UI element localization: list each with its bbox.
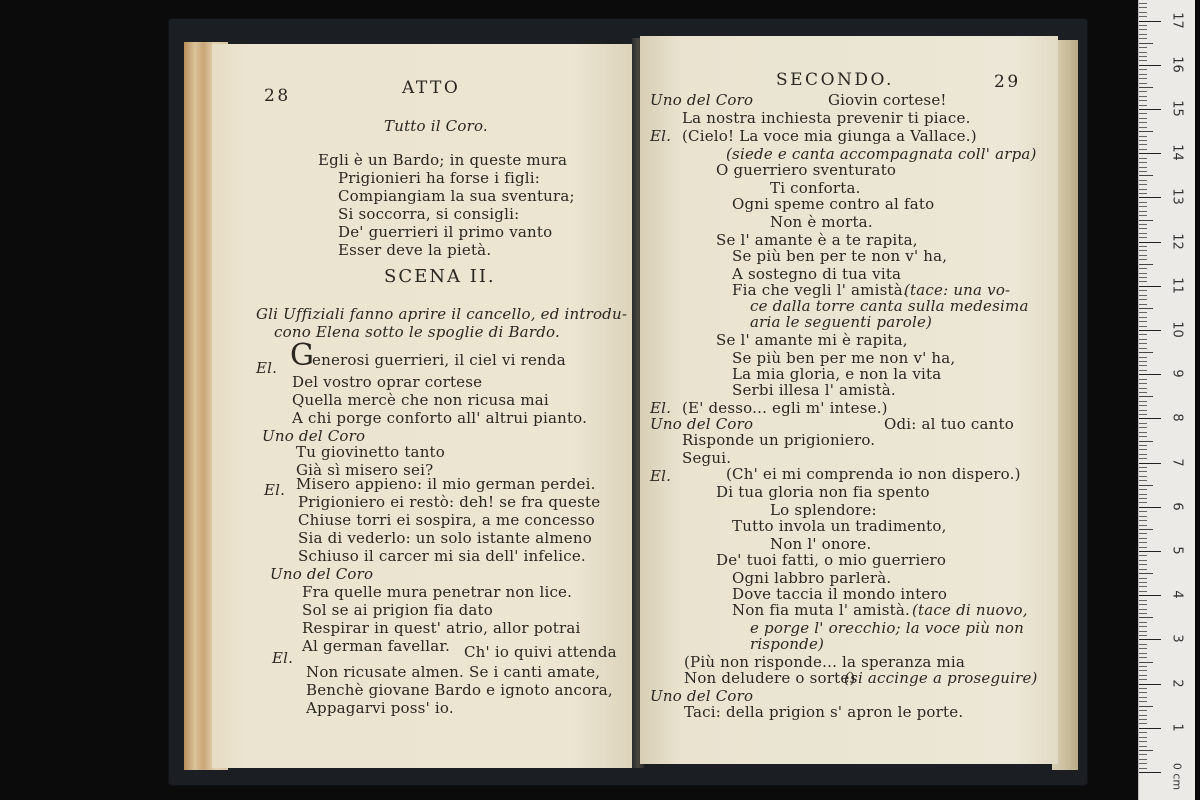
left-page bbox=[212, 44, 636, 768]
ruler-tick bbox=[1139, 3, 1147, 4]
ruler-tick bbox=[1139, 56, 1147, 57]
ruler-tick bbox=[1139, 768, 1147, 769]
ruler-tick bbox=[1139, 47, 1147, 48]
ruler-tick bbox=[1139, 228, 1147, 229]
left-line: Compiangiam la sua sventura; bbox=[338, 187, 575, 205]
ruler-tick bbox=[1139, 21, 1161, 22]
ruler-tick bbox=[1139, 679, 1147, 680]
ruler-tick bbox=[1139, 613, 1147, 614]
ruler-tick bbox=[1139, 648, 1147, 649]
ruler-tick bbox=[1139, 224, 1147, 225]
ruler-tick bbox=[1139, 295, 1147, 296]
ruler-tick bbox=[1139, 118, 1147, 119]
ruler-tick bbox=[1139, 352, 1153, 353]
ruler-tick bbox=[1139, 662, 1153, 663]
ruler-tick bbox=[1139, 414, 1147, 415]
left-line: Prigioniero ei restò: deh! se fra queste bbox=[298, 493, 601, 511]
ruler-tick bbox=[1139, 392, 1147, 393]
right-line: Segui. bbox=[682, 449, 732, 467]
speaker-label: Uno del Coro bbox=[262, 427, 366, 445]
ruler-tick bbox=[1139, 43, 1153, 44]
ruler-tick bbox=[1139, 635, 1147, 636]
ruler-tick bbox=[1139, 197, 1161, 198]
ruler-tick bbox=[1139, 277, 1147, 278]
ruler-number: 4 bbox=[1169, 590, 1185, 599]
ruler-tick bbox=[1139, 259, 1147, 260]
ruler-tick bbox=[1139, 715, 1147, 716]
stage-direction: ce dalla torre canta sulla medesima bbox=[750, 297, 1029, 315]
ruler-tick bbox=[1139, 158, 1147, 159]
ruler-tick bbox=[1139, 547, 1147, 548]
left-line: Del vostro oprar cortese bbox=[292, 373, 483, 391]
right-line: (Ch' ei mi comprenda io non dispero.) bbox=[726, 465, 1021, 483]
ruler-tick bbox=[1139, 374, 1161, 375]
ruler-tick bbox=[1139, 600, 1147, 601]
ruler-tick bbox=[1139, 339, 1147, 340]
ruler-tick bbox=[1139, 719, 1147, 720]
ruler-tick bbox=[1139, 639, 1161, 640]
ruler-tick bbox=[1139, 737, 1147, 738]
left-line: Misero appieno: il mio german perdei. bbox=[296, 475, 596, 493]
right-line: Ti conforta. bbox=[770, 179, 861, 197]
ruler-number: 15 bbox=[1169, 100, 1185, 117]
ruler-number: 1 bbox=[1169, 723, 1185, 732]
ruler-tick bbox=[1139, 100, 1147, 101]
ruler-tick bbox=[1139, 410, 1147, 411]
ruler-tick bbox=[1139, 494, 1147, 495]
ruler-tick bbox=[1139, 502, 1147, 503]
left-line: Sol se ai prigion fia dato bbox=[302, 601, 494, 619]
ruler-tick bbox=[1139, 401, 1147, 402]
ruler-tick bbox=[1139, 233, 1147, 234]
stage-direction: (siede e canta accompagnata coll' arpa) bbox=[726, 145, 1037, 163]
ruler-tick bbox=[1139, 569, 1147, 570]
ruler-tick bbox=[1139, 626, 1147, 627]
ruler-tick bbox=[1139, 131, 1153, 132]
ruler-tick bbox=[1139, 149, 1147, 150]
ruler-tick bbox=[1139, 7, 1147, 8]
stage-direction: cono Elena sotto le spoglie di Bardo. bbox=[274, 323, 560, 341]
ruler-tick bbox=[1139, 684, 1161, 685]
ruler-tick bbox=[1139, 396, 1153, 397]
right-line: Fia che vegli l' amistà. bbox=[732, 281, 908, 299]
speaker-label: El. bbox=[256, 359, 278, 377]
stage-direction: (si accinge a proseguire) bbox=[844, 669, 1038, 687]
ruler-tick bbox=[1139, 83, 1147, 84]
ruler-tick bbox=[1139, 65, 1161, 66]
ruler-tick bbox=[1139, 109, 1161, 110]
ruler-tick bbox=[1139, 688, 1147, 689]
ruler-tick bbox=[1139, 710, 1147, 711]
right-line: Non l' onore. bbox=[770, 535, 872, 553]
ruler-tick bbox=[1139, 361, 1147, 362]
left-line: Quella mercè che non ricusa mai bbox=[292, 391, 549, 409]
ruler-tick bbox=[1139, 281, 1147, 282]
ruler-tick bbox=[1139, 74, 1147, 75]
speaker-label: Uno del Coro bbox=[270, 565, 374, 583]
ruler-tick bbox=[1139, 551, 1161, 552]
ruler-tick bbox=[1139, 732, 1147, 733]
ruler-number: 10 bbox=[1169, 321, 1185, 338]
measuring-ruler bbox=[1138, 0, 1195, 800]
ruler-tick bbox=[1139, 273, 1147, 274]
ruler-tick bbox=[1139, 644, 1147, 645]
ruler-tick bbox=[1139, 127, 1147, 128]
ruler-tick bbox=[1139, 215, 1147, 216]
ruler-tick bbox=[1139, 268, 1147, 269]
ruler-tick bbox=[1139, 772, 1161, 773]
speaker-label: Uno del Coro bbox=[650, 415, 754, 433]
ruler-tick bbox=[1139, 746, 1147, 747]
left-line: Egli è un Bardo; in queste mura bbox=[318, 151, 568, 169]
right-line: Dove taccia il mondo intero bbox=[732, 585, 948, 603]
ruler-tick bbox=[1139, 525, 1147, 526]
right-line: Non fia muta l' amistà. bbox=[732, 601, 910, 619]
stage-direction: (tace di nuovo, bbox=[912, 601, 1028, 619]
left-line: Chiuse torri ei sospira, a me concesso bbox=[298, 511, 595, 529]
ruler-tick bbox=[1139, 728, 1161, 729]
speaker-label: El. bbox=[272, 649, 294, 667]
ruler-unit-label: 0 cm bbox=[1170, 762, 1184, 791]
ruler-tick bbox=[1139, 122, 1147, 123]
ruler-tick bbox=[1139, 573, 1153, 574]
ruler-tick bbox=[1139, 529, 1153, 530]
ruler-tick bbox=[1139, 675, 1147, 676]
ruler-tick bbox=[1139, 334, 1147, 335]
ruler-tick bbox=[1139, 330, 1161, 331]
right-line: Se l' amante è a te rapita, bbox=[716, 231, 918, 249]
ruler-tick bbox=[1139, 206, 1147, 207]
ruler-tick bbox=[1139, 246, 1147, 247]
right-line: Se più ben per me non v' ha, bbox=[732, 349, 956, 367]
ruler-tick bbox=[1139, 701, 1147, 702]
left-line: Al german favellar. bbox=[302, 637, 451, 655]
ruler-tick bbox=[1139, 578, 1147, 579]
right-line: Non è morta. bbox=[770, 213, 873, 231]
ruler-tick bbox=[1139, 432, 1147, 433]
ruler-tick bbox=[1139, 162, 1147, 163]
scene-heading: SCENA II. bbox=[384, 266, 496, 287]
ruler-tick bbox=[1139, 136, 1147, 137]
ruler-tick bbox=[1139, 480, 1147, 481]
ruler-tick bbox=[1139, 299, 1147, 300]
left-line: A chi porge conforto all' altrui pianto. bbox=[292, 409, 588, 427]
stage-direction: e porge l' orecchio; la voce più non bbox=[750, 619, 1025, 637]
left-page-number: 28 bbox=[264, 86, 291, 106]
ruler-tick bbox=[1139, 113, 1147, 114]
ruler-tick bbox=[1139, 348, 1147, 349]
ruler-tick bbox=[1139, 29, 1147, 30]
left-running-header: ATTO bbox=[402, 78, 461, 98]
ruler-tick bbox=[1139, 321, 1147, 322]
right-page-number: 29 bbox=[994, 72, 1021, 92]
ruler-tick bbox=[1139, 370, 1147, 371]
ruler-tick bbox=[1139, 34, 1147, 35]
ruler-tick bbox=[1139, 60, 1147, 61]
ruler-number: 5 bbox=[1169, 546, 1185, 555]
ruler-tick bbox=[1139, 538, 1147, 539]
ruler-tick bbox=[1139, 498, 1147, 499]
ruler-number: 7 bbox=[1169, 457, 1185, 467]
ruler-tick bbox=[1139, 167, 1147, 168]
ruler-tick bbox=[1139, 706, 1153, 707]
right-line: Serbi illesa l' amistà. bbox=[732, 381, 896, 399]
right-running-header: SECONDO. bbox=[776, 70, 894, 90]
ruler-tick bbox=[1139, 264, 1153, 265]
right-line: Non deludere o sorte) bbox=[684, 669, 856, 687]
ruler-tick bbox=[1139, 140, 1147, 141]
left-line: Tu giovinetto tanto bbox=[296, 443, 446, 461]
ruler-tick bbox=[1139, 441, 1153, 442]
ruler-tick bbox=[1139, 38, 1147, 39]
ruler-number: 6 bbox=[1169, 502, 1185, 511]
ruler-tick bbox=[1139, 436, 1147, 437]
ruler-tick bbox=[1139, 326, 1147, 327]
ruler-tick bbox=[1139, 308, 1153, 309]
ruler-tick bbox=[1139, 485, 1153, 486]
ruler-tick bbox=[1139, 365, 1147, 366]
right-line: O guerriero sventurato bbox=[716, 161, 897, 179]
ruler-tick bbox=[1139, 405, 1147, 406]
ruler-tick bbox=[1139, 692, 1147, 693]
right-line: (Cielo! La voce mia giunga a Vallace.) bbox=[682, 127, 977, 145]
ruler-tick bbox=[1139, 763, 1147, 764]
right-line: Odi: al tuo canto bbox=[884, 415, 1014, 433]
ruler-tick bbox=[1139, 653, 1147, 654]
ruler-tick bbox=[1139, 759, 1147, 760]
ruler-tick bbox=[1139, 427, 1147, 428]
left-line: Prigionieri ha forse i figli: bbox=[338, 169, 540, 187]
ruler-tick bbox=[1139, 317, 1147, 318]
ruler-tick bbox=[1139, 52, 1147, 53]
ruler-tick bbox=[1139, 622, 1147, 623]
left-line: Ch' io quivi attenda bbox=[464, 643, 617, 661]
ruler-tick bbox=[1139, 418, 1161, 419]
ruler-tick bbox=[1139, 617, 1153, 618]
right-line: Ogni labbro parlerà. bbox=[732, 569, 892, 587]
ruler-tick bbox=[1139, 189, 1147, 190]
ruler-tick bbox=[1139, 388, 1147, 389]
speaker-label: El. bbox=[650, 467, 672, 485]
right-line: Giovin cortese! bbox=[828, 91, 947, 109]
ruler-number: 8 bbox=[1169, 413, 1185, 423]
ruler-tick bbox=[1139, 454, 1147, 455]
ruler-tick bbox=[1139, 657, 1147, 658]
ruler-tick bbox=[1139, 211, 1147, 212]
ruler-tick bbox=[1139, 12, 1147, 13]
ruler-tick bbox=[1139, 383, 1147, 384]
ruler-tick bbox=[1139, 153, 1161, 154]
ruler-tick bbox=[1139, 582, 1147, 583]
right-line: La mia gloria, e non la vita bbox=[732, 365, 942, 383]
ruler-tick bbox=[1139, 670, 1147, 671]
speaker-label: El. bbox=[264, 481, 286, 499]
speaker-label: Uno del Coro bbox=[650, 687, 754, 705]
stage-direction: aria le seguenti parole) bbox=[750, 313, 933, 331]
left-line: Già sì misero sei? bbox=[296, 461, 434, 479]
right-line: Se l' amante mi è rapita, bbox=[716, 331, 908, 349]
left-line: Benchè giovane Bardo e ignoto ancora, bbox=[306, 681, 613, 699]
ruler-tick bbox=[1139, 445, 1147, 446]
ruler-tick bbox=[1139, 171, 1147, 172]
ruler-number: 9 bbox=[1169, 369, 1185, 378]
right-line: Taci: della prigion s' apron le porte. bbox=[684, 703, 964, 721]
ruler-tick bbox=[1139, 560, 1147, 561]
ruler-tick bbox=[1139, 379, 1147, 380]
ruler-number: 16 bbox=[1169, 56, 1185, 73]
ruler-tick bbox=[1139, 697, 1147, 698]
ruler-tick bbox=[1139, 666, 1147, 667]
ruler-tick bbox=[1139, 180, 1147, 181]
right-line: Risponde un prigioniero. bbox=[682, 431, 876, 449]
ruler-tick bbox=[1139, 357, 1147, 358]
ruler-tick bbox=[1139, 591, 1147, 592]
ruler-tick bbox=[1139, 304, 1147, 305]
ruler-tick bbox=[1139, 449, 1147, 450]
ruler-number: 13 bbox=[1169, 188, 1185, 206]
ruler-tick bbox=[1139, 604, 1147, 605]
ruler-tick bbox=[1139, 69, 1147, 70]
ruler-tick bbox=[1139, 175, 1153, 176]
stage-direction: risponde) bbox=[750, 635, 825, 653]
ruler-number: 2 bbox=[1169, 678, 1185, 688]
ruler-tick bbox=[1139, 105, 1147, 106]
right-page bbox=[640, 36, 1058, 764]
left-line: Tutto il Coro. bbox=[384, 117, 488, 135]
ruler-tick bbox=[1139, 144, 1147, 145]
left-line: Si soccorra, si consigli: bbox=[338, 205, 520, 223]
drop-capital: G bbox=[290, 338, 315, 373]
ruler-tick bbox=[1139, 511, 1147, 512]
ruler-tick bbox=[1139, 507, 1161, 508]
ruler-tick bbox=[1139, 489, 1147, 490]
speaker-label: Uno del Coro bbox=[650, 91, 754, 109]
ruler-tick bbox=[1139, 202, 1147, 203]
left-line: Schiuso il carcer mi sia dell' infelice. bbox=[298, 547, 586, 565]
ruler-tick bbox=[1139, 250, 1147, 251]
left-line: Esser deve la pietà. bbox=[338, 241, 492, 259]
ruler-tick bbox=[1139, 343, 1147, 344]
speaker-label: El. bbox=[650, 127, 672, 145]
right-line: Lo splendore: bbox=[770, 501, 877, 519]
ruler-tick bbox=[1139, 220, 1153, 221]
speaker-label: El. bbox=[650, 399, 672, 417]
ruler-tick bbox=[1139, 476, 1147, 477]
right-line: De' tuoi fatti, o mio guerriero bbox=[716, 551, 947, 569]
right-line: Se più ben per te non v' ha, bbox=[732, 247, 948, 265]
right-line: La nostra inchiesta prevenir ti piace. bbox=[682, 109, 971, 127]
left-line: De' guerrieri il primo vanto bbox=[338, 223, 553, 241]
ruler-tick bbox=[1139, 25, 1147, 26]
ruler-tick bbox=[1139, 184, 1147, 185]
ruler-tick bbox=[1139, 290, 1147, 291]
ruler-tick bbox=[1139, 286, 1161, 287]
ruler-tick bbox=[1139, 609, 1147, 610]
right-line: A sostegno di tua vita bbox=[732, 265, 902, 283]
ruler-number: 3 bbox=[1169, 634, 1185, 644]
left-line: Respirar in quest' atrio, allor potrai bbox=[302, 619, 581, 637]
ruler-tick bbox=[1139, 87, 1153, 88]
ruler-tick bbox=[1139, 631, 1147, 632]
stage-direction: (tace: una vo- bbox=[904, 281, 1011, 299]
ruler-tick bbox=[1139, 516, 1147, 517]
ruler-tick bbox=[1139, 542, 1147, 543]
ruler-tick bbox=[1139, 467, 1147, 468]
right-line: (E' desso... egli m' intese.) bbox=[682, 399, 888, 417]
ruler-tick bbox=[1139, 78, 1147, 79]
ruler-tick bbox=[1139, 533, 1147, 534]
left-line: Non ricusate almen. Se i canti amate, bbox=[306, 663, 601, 681]
ruler-tick bbox=[1139, 555, 1147, 556]
ruler-tick bbox=[1139, 471, 1147, 472]
ruler-tick bbox=[1139, 255, 1147, 256]
left-line: Sia di vederlo: un solo istante almeno bbox=[298, 529, 592, 547]
ruler-tick bbox=[1139, 520, 1147, 521]
ruler-tick bbox=[1139, 595, 1161, 596]
ruler-tick bbox=[1139, 463, 1161, 464]
left-line: enerosi guerrieri, il ciel vi renda bbox=[312, 351, 566, 369]
ruler-tick bbox=[1139, 96, 1147, 97]
ruler-tick bbox=[1139, 754, 1147, 755]
ruler-tick bbox=[1139, 458, 1147, 459]
ruler-number: 11 bbox=[1169, 277, 1185, 294]
ruler-tick bbox=[1139, 741, 1147, 742]
right-line: Ogni speme contro al fato bbox=[732, 195, 935, 213]
ruler-tick bbox=[1139, 312, 1147, 313]
ruler-tick bbox=[1139, 237, 1147, 238]
stage-direction: Gli Uffiziali fanno aprire il cancello, ed introdu- bbox=[256, 305, 628, 323]
ruler-tick bbox=[1139, 586, 1147, 587]
ruler-number: 14 bbox=[1169, 144, 1185, 161]
ruler-tick bbox=[1139, 723, 1147, 724]
ruler-tick bbox=[1139, 242, 1161, 243]
right-line: Tutto invola un tradimento, bbox=[732, 517, 947, 535]
ruler-tick bbox=[1139, 193, 1147, 194]
left-line: Fra quelle mura penetrar non lice. bbox=[302, 583, 573, 601]
ruler-tick bbox=[1139, 423, 1147, 424]
ruler-number: 12 bbox=[1169, 232, 1185, 250]
ruler-tick bbox=[1139, 16, 1147, 17]
ruler-tick bbox=[1139, 91, 1147, 92]
ruler-tick bbox=[1139, 564, 1147, 565]
ruler-number: 17 bbox=[1169, 11, 1185, 29]
right-line: (Più non risponde... la speranza mia bbox=[684, 653, 966, 671]
right-line: Di tua gloria non fia spento bbox=[716, 483, 930, 501]
ruler-tick bbox=[1139, 750, 1153, 751]
left-line: Appagarvi poss' io. bbox=[306, 699, 454, 717]
